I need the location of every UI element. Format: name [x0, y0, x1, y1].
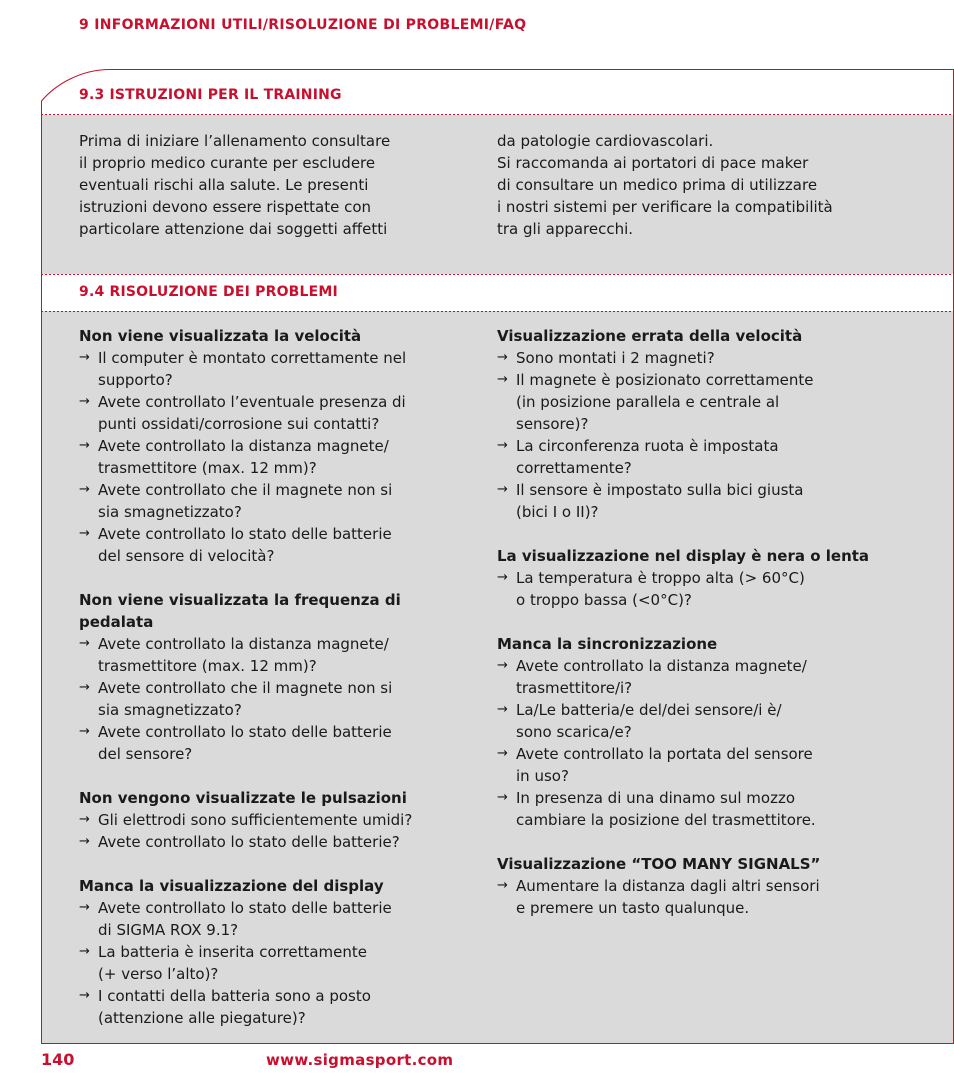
arrow-right-icon: → — [497, 790, 508, 805]
paragraph-line: Prima di iniziare l’allenamento consultare — [79, 132, 391, 150]
troubleshoot-block — [79, 325, 479, 567]
check-item — [79, 941, 479, 985]
check-item-line: o troppo bassa (<0°C)? — [516, 591, 692, 609]
problem-title: Visualizzazione errata della velocità — [497, 327, 803, 345]
paragraph-line: tra gli apparecchi. — [497, 220, 634, 238]
check-item-line: e premere un tasto qualunque. — [516, 899, 750, 917]
check-item-line: Sono montati i 2 magneti? — [516, 349, 715, 367]
check-item-line: Il sensore è impostato sulla bici giusta — [516, 481, 804, 499]
check-item-line: Avete controllato la distanza magnete/ — [98, 635, 389, 653]
check-item-line: di SIGMA ROX 9.1? — [98, 921, 239, 939]
paragraph-line: di consultare un medico prima di utilizzare — [497, 176, 818, 194]
arrow-right-icon: → — [79, 812, 90, 827]
check-list — [79, 809, 479, 853]
arrow-right-icon: → — [497, 350, 508, 365]
check-item-line: La temperatura è troppo alta (> 60°C) — [516, 569, 805, 587]
check-item — [79, 985, 479, 1029]
check-item — [497, 699, 917, 743]
training-text-right — [497, 130, 917, 240]
check-item-line: trasmettitore (max. 12 mm)? — [98, 657, 317, 675]
arrow-right-icon: → — [497, 570, 508, 585]
arrow-right-icon: → — [497, 702, 508, 717]
check-item-line: trasmettitore (max. 12 mm)? — [98, 459, 317, 477]
paragraph-line: da patologie cardiovascolari. — [497, 132, 714, 150]
check-item-line: Avete controllato che il magnete non si — [98, 679, 393, 697]
check-item — [79, 633, 479, 677]
problems-section-title: 9.4 RISOLUZIONE DEI PROBLEMI — [79, 284, 338, 300]
problem-title: Manca la sincronizzazione — [497, 635, 718, 653]
check-item-line: (+ verso l’alto)? — [98, 965, 219, 983]
check-item — [497, 347, 917, 369]
arrow-right-icon: → — [79, 834, 90, 849]
check-item — [79, 435, 479, 479]
check-item-line: Avete controllato la distanza magnete/ — [98, 437, 389, 455]
check-item-line: Il magnete è posizionato correttamente — [516, 371, 814, 389]
arrow-right-icon: → — [79, 988, 90, 1003]
check-item-line: in uso? — [516, 767, 569, 785]
arrow-right-icon: → — [79, 944, 90, 959]
arrow-right-icon: → — [79, 394, 90, 409]
check-item — [497, 369, 917, 435]
paragraph-line: i nostri sistemi per verificare la compatibilità — [497, 198, 833, 216]
check-list — [79, 633, 479, 765]
check-item — [79, 347, 479, 391]
problem-title: pedalata — [79, 613, 154, 631]
training-text-left — [79, 130, 469, 240]
check-item — [79, 721, 479, 765]
check-item-line: sia smagnetizzato? — [98, 701, 242, 719]
arrow-right-icon: → — [497, 438, 508, 453]
arrow-right-icon: → — [497, 482, 508, 497]
check-item-line: del sensore? — [98, 745, 193, 763]
check-item-line: del sensore di velocità? — [98, 547, 275, 565]
troubleshoot-block — [79, 589, 479, 765]
arrow-right-icon: → — [79, 482, 90, 497]
check-list — [497, 875, 917, 919]
check-list — [497, 655, 917, 831]
check-list — [497, 347, 917, 523]
arrow-right-icon: → — [79, 680, 90, 695]
troubleshoot-block — [497, 633, 917, 831]
check-item-line: Il computer è montato correttamente nel — [98, 349, 407, 367]
troubleshoot-block — [497, 853, 917, 919]
check-list — [79, 897, 479, 1029]
check-item — [497, 567, 917, 611]
arrow-right-icon: → — [79, 526, 90, 541]
check-item-line: Avete controllato lo stato delle batterie — [98, 899, 392, 917]
problems-column-left — [79, 325, 479, 1051]
check-item-line: Gli elettrodi sono sufficientemente umidi? — [98, 811, 413, 829]
check-item-line: Avete controllato la portata del sensore — [516, 745, 813, 763]
check-item — [497, 479, 917, 523]
problem-title: Visualizzazione “TOO MANY SIGNALS” — [497, 855, 821, 873]
check-item — [79, 523, 479, 567]
arrow-right-icon: → — [79, 900, 90, 915]
check-item-line: Aumentare la distanza dagli altri sensori — [516, 877, 820, 895]
check-item-line: cambiare la posizione del trasmettitore. — [516, 811, 816, 829]
check-item-line: Avete controllato lo stato delle batterie — [98, 723, 392, 741]
check-list — [497, 567, 917, 611]
problem-title: Manca la visualizzazione del display — [79, 877, 384, 895]
check-item-line: sia smagnetizzato? — [98, 503, 242, 521]
arrow-right-icon: → — [79, 438, 90, 453]
check-item — [497, 787, 917, 831]
check-item-line: In presenza di una dinamo sul mozzo — [516, 789, 796, 807]
check-item — [79, 479, 479, 523]
page-number: 140 — [41, 1050, 75, 1069]
check-item-line: (attenzione alle piegature)? — [98, 1009, 306, 1027]
check-item — [79, 831, 479, 853]
check-item-line: supporto? — [98, 371, 173, 389]
check-item — [79, 391, 479, 435]
arrow-right-icon: → — [497, 372, 508, 387]
chapter-header: 9 INFORMAZIONI UTILI/RISOLUZIONE DI PROBLEMI/FAQ — [79, 17, 527, 33]
check-item-line: Avete controllato lo stato delle batterie? — [98, 833, 400, 851]
troubleshoot-block — [497, 325, 917, 523]
troubleshoot-block — [497, 545, 917, 611]
check-list — [79, 347, 479, 567]
problem-title: Non viene visualizzata la frequenza di — [79, 591, 401, 609]
problem-title: La visualizzazione nel display è nera o lenta — [497, 547, 870, 565]
problems-column-right — [497, 325, 917, 941]
training-section-title: 9.3 ISTRUZIONI PER IL TRAINING — [79, 87, 342, 103]
paragraph-line: eventuali rischi alla salute. Le presenti — [79, 176, 369, 194]
check-item-line: Avete controllato che il magnete non si — [98, 481, 393, 499]
check-item-line: Avete controllato la distanza magnete/ — [516, 657, 807, 675]
paragraph-line: Si raccomanda ai portatori di pace maker — [497, 154, 809, 172]
arrow-right-icon: → — [497, 658, 508, 673]
check-item-line: I contatti della batteria sono a posto — [98, 987, 371, 1005]
arrow-right-icon: → — [79, 724, 90, 739]
problem-title: Non vengono visualizzate le pulsazioni — [79, 789, 407, 807]
troubleshoot-block — [79, 787, 479, 853]
check-item-line: La batteria è inserita correttamente — [98, 943, 368, 961]
check-item-line: (bici I o II)? — [516, 503, 599, 521]
check-item-line: La circonferenza ruota è impostata — [516, 437, 779, 455]
check-item — [497, 743, 917, 787]
paragraph-line: istruzioni devono essere rispettate con — [79, 198, 372, 216]
check-item-line: correttamente? — [516, 459, 632, 477]
check-item-line: trasmettitore/i? — [516, 679, 633, 697]
check-item-line: La/Le batteria/e del/dei sensore/i è/ — [516, 701, 782, 719]
check-item-line: sensore)? — [516, 415, 589, 433]
arrow-right-icon: → — [497, 746, 508, 761]
paragraph-line: il proprio medico curante per escludere — [79, 154, 376, 172]
check-item — [497, 435, 917, 479]
check-item-line: Avete controllato l’eventuale presenza di — [98, 393, 406, 411]
check-item — [79, 897, 479, 941]
paragraph-line: particolare attenzione dai soggetti affetti — [79, 220, 388, 238]
arrow-right-icon: → — [79, 350, 90, 365]
check-item-line: punti ossidati/corrosione sui contatti? — [98, 415, 380, 433]
check-item — [79, 677, 479, 721]
arrow-right-icon: → — [79, 636, 90, 651]
check-item-line: sono scarica/e? — [516, 723, 632, 741]
troubleshoot-block — [79, 875, 479, 1029]
website-link[interactable]: www.sigmasport.com — [266, 1051, 454, 1069]
check-item-line: (in posizione parallela e centrale al — [516, 393, 780, 411]
problem-title: Non viene visualizzata la velocità — [79, 327, 362, 345]
arrow-right-icon: → — [497, 878, 508, 893]
check-item — [497, 875, 917, 919]
check-item — [79, 809, 479, 831]
check-item-line: Avete controllato lo stato delle batterie — [98, 525, 392, 543]
check-item — [497, 655, 917, 699]
